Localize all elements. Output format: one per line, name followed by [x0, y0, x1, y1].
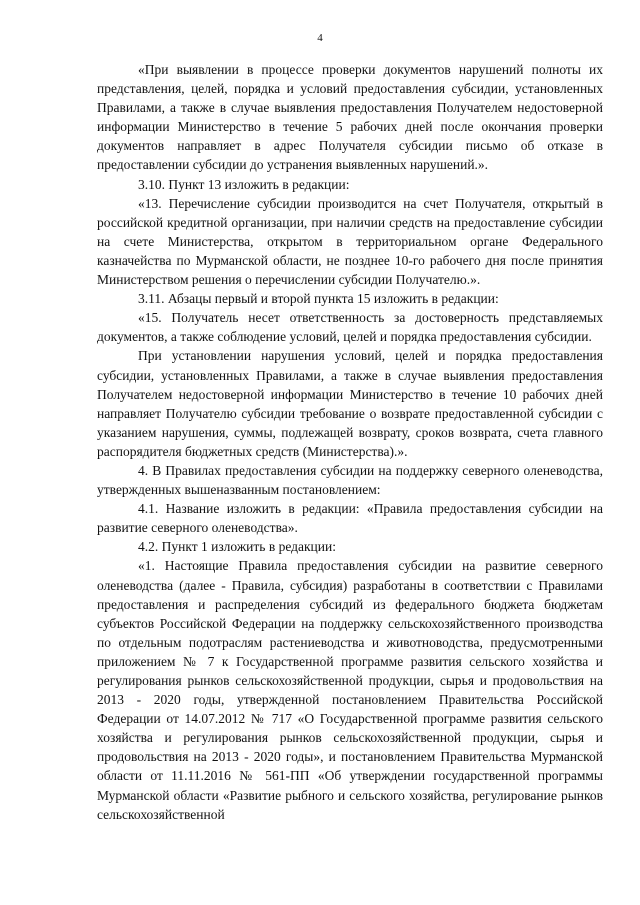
paragraph-4-2: 4.2. Пункт 1 изложить в редакции: [138, 539, 336, 555]
document-body [97, 60, 603, 824]
paragraph-4: 4. В Правилах предоставления субсидии на поддержку северного оленеводства, утвержденных вышеназванным постановлением: [97, 462, 603, 498]
paragraph-violation-notice: «При выявлении в процессе проверки документов нарушений полноты их представления, целей, порядка и условий предоставления субсидии, установленных Правилами, а также в случае выявления предоставления Получателем недостоверной информации Министерство в течение 5 рабочих дней после окончания проверки документов направляет в адрес Получателя субсидии письмо об отказе в предоставлении субсидии до устранения выявленных нарушений.». [97, 62, 603, 173]
paragraph-item-15: «15. Получатель несет ответственность за достоверность представляемых документов, а также соблюдение условий, целей и порядка предоставления субсидии. [97, 310, 603, 345]
paragraph-refund-requirement: При установлении нарушения условий, целей и порядка предоставления субсидии, установленных Правилами, а также в случае выявления предоставления Получателем недостоверной информации Министерство в течение 10 рабочих дней направляет Получателю субсидии требование о возврате предоставленной субсидии с указанием нарушения, суммы, подлежащей возврату, сроков возврата, счета главного распорядителя бюджетных средств (Министерства).». [97, 348, 603, 459]
paragraph-3-10: 3.10. Пункт 13 изложить в редакции: [138, 176, 350, 192]
paragraph-3-11: 3.11. Абзацы первый и второй пункта 15 изложить в редакции: [138, 291, 499, 307]
paragraph-item-1: «1. Настоящие Правила предоставления субсидии на развитие северного оленеводства (далее - Правила, субсидия) разработаны в соответствии с Правилами предоставления и распределения субсидий из федерального бюджета бюджетам субъектов Российской Федерации на поддержку сельскохозяйственного производства по отдельным подотраслям растениеводства и животноводства, предусмотренными приложением № 7 к Государственной программе развития сельского хозяйства и регулирования рынков сельскохозяйственной продукции, сырья и продовольствия на 2013 - 2020 годы, утвержденной постановлением Правительства Российской Федерации от 14.07.2012 № 717 «О Государственной программе развития сельского хозяйства и регулирования рынков сельскохозяйственной продукции, сырья и продовольствия на 2013 - 2020 годы», и постановлением Правительства Мурманской области от 11.11.2016 № 561-ПП «Об утверждении государственной программы Мурманской области «Развитие рыбного и сельского хозяйства, регулирование рынков сельскохозяйственной [97, 558, 603, 822]
paragraph-item-13: «13. Перечисление субсидии производится на счет Получателя, открытый в российской кредитной организации, при наличии средств на предоставление субсидии на счете Министерства, открытом в территориальном органе Федерального казначейства по Мурманской области, не позднее 10-го рабочего дня после принятия Министерством решения о перечислении субсидии Получателю.». [97, 195, 603, 288]
page-number: 4 [317, 32, 323, 44]
paragraph-4-1: 4.1. Название изложить в редакции: «Правила предоставления субсидии на развитие северного оленеводства». [97, 501, 603, 536]
